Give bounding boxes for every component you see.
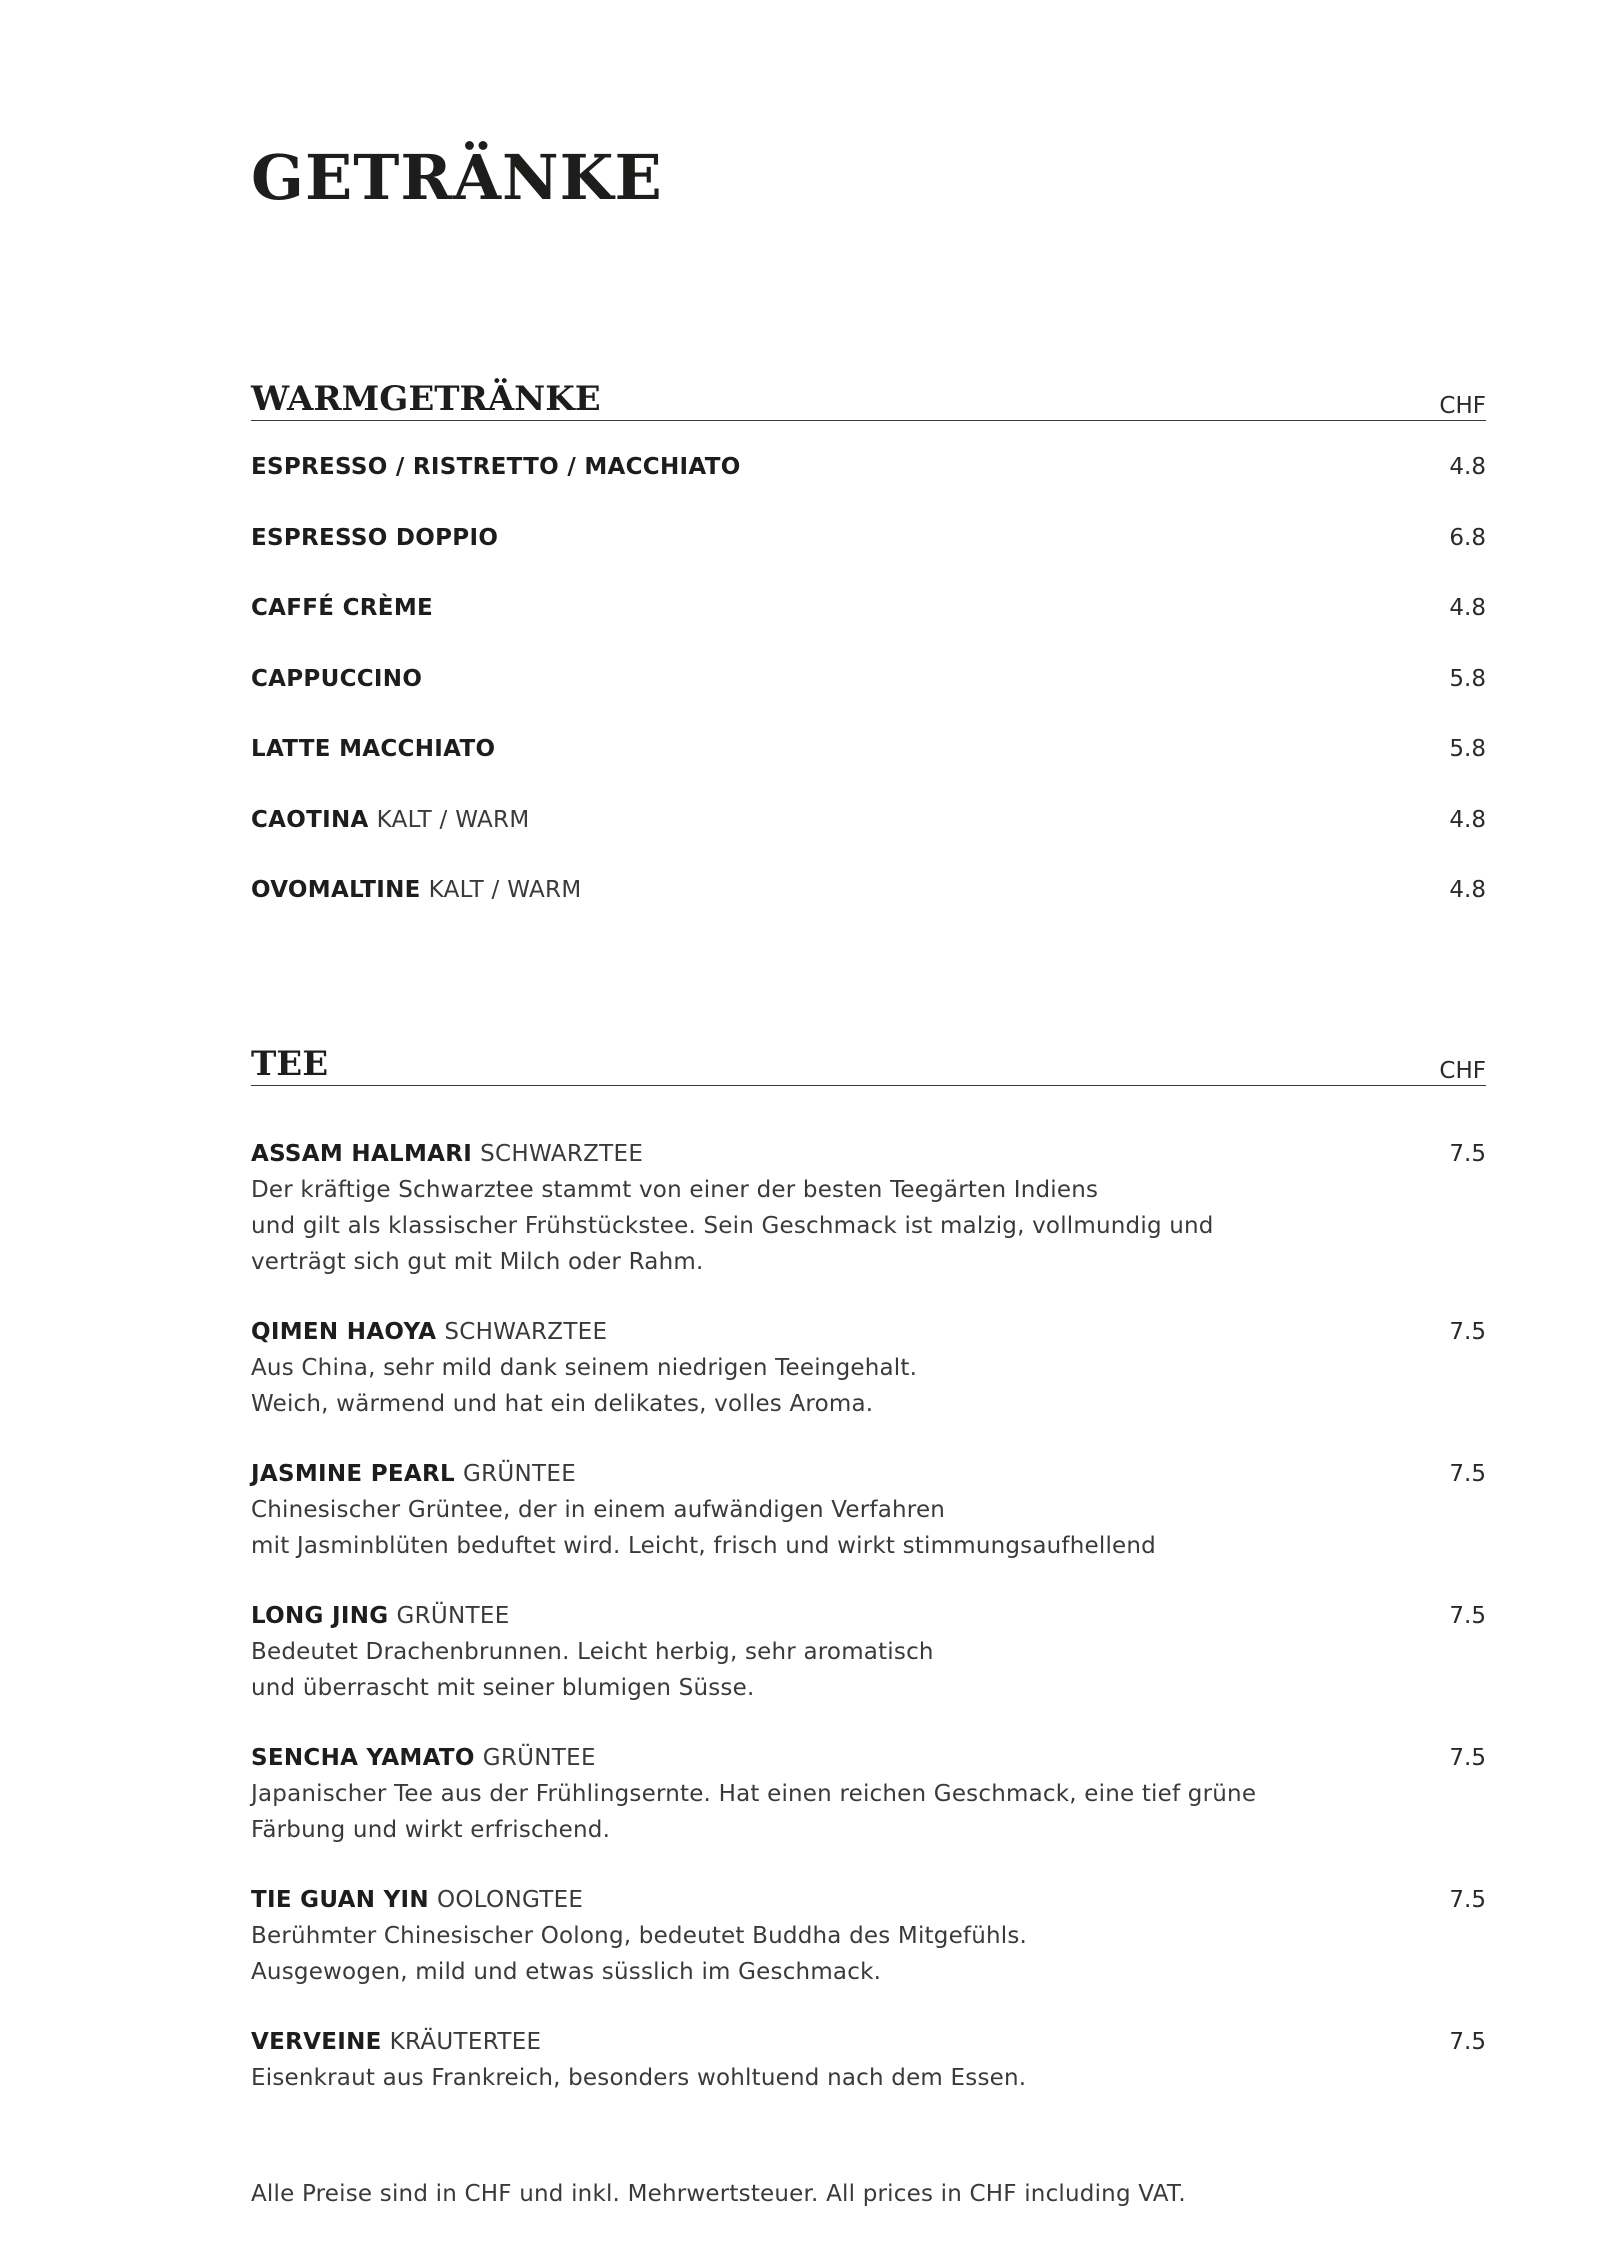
currency-label: CHF (1439, 1058, 1486, 1084)
tea-description-line: Weich, wärmend und hat ein delikates, volles Aroma. (251, 1391, 874, 1417)
menu-item (251, 590, 1486, 626)
menu-item (251, 661, 1486, 697)
item-name: ESPRESSO / RISTRETTO / MACCHIATO (251, 454, 741, 480)
tea-item-header (251, 1136, 1486, 1172)
tea-description-line: Färbung und wirkt erfrischend. (251, 1817, 611, 1843)
tea-type: GRÜNTEE (396, 1603, 510, 1629)
warm-drinks-list (251, 421, 1486, 943)
item-price: 7.5 (1449, 2029, 1486, 2055)
item-name: TIE GUAN YIN (251, 1887, 429, 1913)
menu-item (251, 872, 1486, 908)
item-name: CAFFÉ CRÈME (251, 595, 434, 621)
tea-item-header (251, 2024, 1486, 2060)
item-name: VERVEINE (251, 2029, 382, 2055)
section-header (251, 378, 1486, 421)
tea-description-line: Aus China, sehr mild dank seinem niedrigen Teeingehalt. (251, 1355, 918, 1381)
tea-item-header (251, 1740, 1486, 1776)
item-name: CAPPUCCINO (251, 665, 423, 692)
tea-type: GRÜNTEE (482, 1745, 596, 1771)
item-price: 4.8 (1449, 595, 1486, 621)
tea-description-line: Bedeutet Drachenbrunnen. Leicht herbig, sehr aromatisch (251, 1639, 934, 1665)
currency-label: CHF (1439, 393, 1486, 419)
item-name: ESPRESSO DOPPIO (251, 524, 499, 551)
tea-description-line: Berühmter Chinesischer Oolong, bedeutet Buddha des Mitgefühls. (251, 1923, 1028, 1949)
tea-list (251, 1086, 1486, 2096)
tea-type: GRÜNTEE (462, 1461, 577, 1487)
section-title: WARMGETRÄNKE (251, 379, 601, 419)
item-price: 4.8 (1449, 454, 1486, 480)
tea-description-line: und gilt als klassischer Frühstückstee. Sein Geschmack ist malzig, vollmundig und (251, 1213, 1214, 1239)
item-price: 7.5 (1449, 1319, 1486, 1345)
tea-type: SCHWARZTEE (480, 1141, 644, 1167)
section-header (251, 1043, 1486, 1086)
tea-item (251, 2024, 1486, 2096)
price-footnote: Alle Preise sind in CHF und inkl. Mehrwertsteuer. All prices in CHF including VAT. (251, 2181, 1186, 2207)
tea-description-line: Chinesischer Grüntee, der in einem aufwändigen Verfahren (251, 1497, 946, 1523)
tea-type: OOLONGTEE (436, 1887, 584, 1913)
tea-description-line: und überrascht mit seiner blumigen Süsse. (251, 1675, 755, 1701)
page-title: GETRÄNKE (251, 141, 663, 214)
tea-item (251, 1598, 1486, 1706)
menu-item (251, 520, 1486, 556)
tea-item-header (251, 1456, 1486, 1492)
item-name: OVOMALTINE (251, 877, 421, 903)
item-price: 7.5 (1449, 1887, 1486, 1913)
item-name: SENCHA YAMATO (251, 1745, 475, 1771)
tea-description-line: Ausgewogen, mild und etwas süsslich im Geschmack. (251, 1959, 882, 1985)
menu-item (251, 731, 1486, 767)
tea-item-header (251, 1882, 1486, 1918)
section-tea (251, 1043, 1486, 2130)
item-price: 4.8 (1449, 806, 1486, 833)
menu-page (251, 0, 1486, 2267)
tea-type: SCHWARZTEE (444, 1319, 608, 1345)
menu-item (251, 449, 1486, 485)
menu-item (251, 802, 1486, 838)
item-variant: KALT / WARM (376, 806, 530, 833)
tea-item-header (251, 1598, 1486, 1634)
tea-item (251, 1456, 1486, 1564)
item-price: 7.5 (1449, 1461, 1486, 1487)
item-name: JASMINE PEARL (251, 1461, 455, 1487)
tea-description-line: Der kräftige Schwarztee stammt von einer der besten Teegärten Indiens (251, 1177, 1099, 1203)
section-title: TEE (251, 1044, 329, 1084)
item-price: 6.8 (1449, 524, 1486, 551)
item-price: 7.5 (1449, 1603, 1486, 1629)
tea-item-header (251, 1314, 1486, 1350)
item-name: CAOTINA (251, 806, 369, 833)
item-price: 5.8 (1449, 736, 1486, 762)
tea-item (251, 1136, 1486, 1280)
tea-item (251, 1314, 1486, 1422)
tea-description-line: Eisenkraut aus Frankreich, besonders wohltuend nach dem Essen. (251, 2065, 1027, 2091)
tea-type: KRÄUTERTEE (389, 2029, 542, 2055)
item-variant: KALT / WARM (428, 877, 582, 903)
item-name: QIMEN HAOYA (251, 1319, 437, 1345)
item-name: ASSAM HALMARI (251, 1141, 473, 1167)
item-name: LATTE MACCHIATO (251, 736, 496, 762)
section-warm-drinks (251, 378, 1486, 943)
item-name: LONG JING (251, 1603, 389, 1629)
tea-item (251, 1882, 1486, 1990)
item-price: 5.8 (1449, 665, 1486, 692)
tea-description-line: verträgt sich gut mit Milch oder Rahm. (251, 1249, 704, 1275)
item-price: 7.5 (1449, 1141, 1486, 1167)
tea-item (251, 1740, 1486, 1848)
tea-description-line: Japanischer Tee aus der Frühlingsernte. Hat einen reichen Geschmack, eine tief grüne (251, 1781, 1257, 1807)
tea-description-line: mit Jasminblüten beduftet wird. Leicht, frisch und wirkt stimmungsaufhellend (251, 1533, 1156, 1559)
item-price: 7.5 (1449, 1745, 1486, 1771)
item-price: 4.8 (1449, 877, 1486, 903)
